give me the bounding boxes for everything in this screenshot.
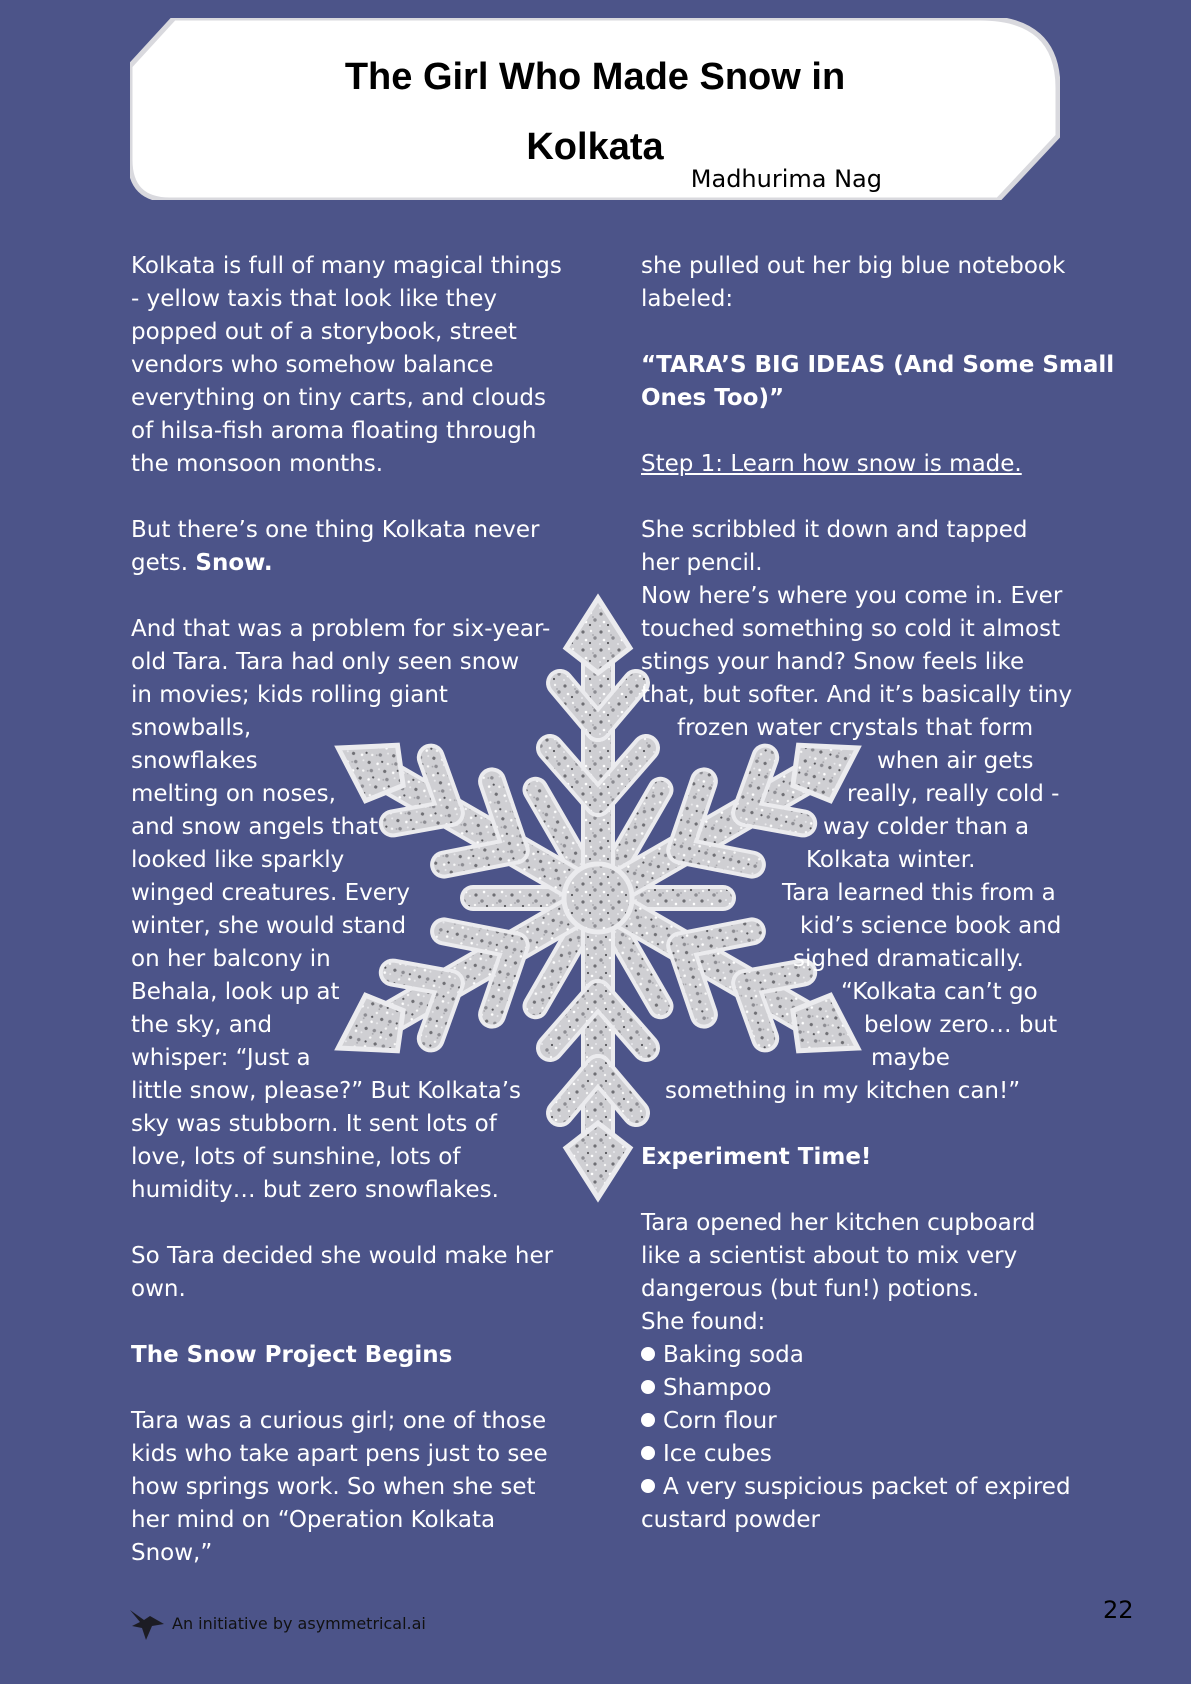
footer: [128, 1606, 426, 1642]
text-line: and snow angels that: [131, 814, 379, 840]
text-line: Tara opened her kitchen cupboard: [641, 1210, 1036, 1236]
text-line: vendors who somehow balance: [131, 352, 494, 378]
text-line: So Tara decided she would make her: [131, 1243, 554, 1269]
list-item: [641, 1405, 1091, 1438]
text-line: popped out of a storybook, street: [131, 319, 517, 345]
science-paragraph: [641, 514, 1091, 1108]
text-line: Snow,”: [131, 1540, 213, 1566]
text-line: something in my kitchen can!”: [665, 1078, 1021, 1104]
step-one: Step 1: Learn how snow is made.: [641, 451, 1022, 477]
left-column: [131, 250, 581, 1570]
list-item-label: A very suspicious packet of expired: [663, 1474, 1071, 1500]
text-line: - yellow taxis that look like they: [131, 286, 498, 312]
title-line-2: Kolkata: [526, 126, 664, 168]
text-line: kid’s science book and: [800, 913, 1062, 939]
text-line: humidity… but zero snowflakes.: [131, 1177, 499, 1203]
text-line: dangerous (but fun!) potions.: [641, 1276, 980, 1302]
text-line: And that was a problem for six-year-: [131, 616, 551, 642]
section-heading: Experiment Time!: [641, 1144, 872, 1170]
text-line: Behala, look up at: [131, 979, 340, 1005]
text-line: really, really cold -: [847, 781, 1060, 807]
right-column: [641, 250, 1115, 1537]
text-line: she pulled out her big blue notebook: [641, 253, 1066, 279]
ingredient-list: [641, 1339, 1091, 1537]
text-line: that, but softer. And it’s basically tiny: [641, 682, 1073, 708]
text-line: whisper: “Just a: [131, 1045, 311, 1071]
list-item: [641, 1339, 1091, 1372]
text-line: Tara was a curious girl; one of those: [131, 1408, 547, 1434]
text-line: labeled:: [641, 286, 734, 312]
title-line-1: The Girl Who Made Snow in: [344, 56, 846, 98]
bullet-icon: [641, 1413, 655, 1427]
text-line: melting on noses,: [131, 781, 336, 807]
text-line: love, lots of sunshine, lots of: [131, 1144, 461, 1170]
text-line: Tara learned this from a: [782, 880, 1056, 906]
bold-text: Snow.: [195, 550, 273, 576]
text-line: looked like sparkly: [131, 847, 345, 873]
text-line: her pencil.: [641, 550, 763, 576]
text-line: “Kolkata can’t go: [841, 979, 1038, 1005]
list-item-label: Shampoo: [663, 1375, 772, 1401]
text-line: Kolkata winter.: [806, 847, 976, 873]
text-line: old Tara. Tara had only seen snow: [131, 649, 520, 675]
text-line: the monsoon months.: [131, 451, 384, 477]
text-line: But there’s one thing Kolkata never: [131, 517, 540, 543]
text-line: stings your hand? Snow feels like: [641, 649, 1025, 675]
text-line: on her balcony in: [131, 946, 331, 972]
list-item: [641, 1372, 1091, 1405]
list-item-label: Corn flour: [663, 1408, 777, 1434]
title-card: [130, 18, 1060, 200]
intro-paragraph: [131, 250, 581, 481]
notebook-paragraph: [641, 250, 1091, 316]
list-item-continuation: custard powder: [641, 1507, 820, 1533]
author-name: Madhurima Nag: [690, 165, 882, 193]
text-line: in movies; kids rolling giant: [131, 682, 448, 708]
text-line: how springs work. So when she set: [131, 1474, 536, 1500]
text-line: sighed dramatically.: [793, 946, 1024, 972]
snow-paragraph: [131, 514, 581, 580]
list-item-label: Ice cubes: [663, 1441, 772, 1467]
text-line: [131, 547, 581, 580]
text-line: sky was stubborn. It sent lots of: [131, 1111, 497, 1137]
text-line: touched something so cold it almost: [641, 616, 1061, 642]
text-line: little snow, please?” But Kolkata’s: [131, 1078, 522, 1104]
text-line: She scribbled it down and tapped: [641, 517, 1028, 543]
text-line: She found:: [641, 1309, 766, 1335]
text-line: way colder than a: [823, 814, 1030, 840]
list-item: [641, 1438, 1091, 1471]
text-line: maybe: [871, 1045, 950, 1071]
bullet-icon: [641, 1446, 655, 1460]
text-line: below zero… but: [864, 1012, 1058, 1038]
text-line: Now here’s where you come in. Ever: [641, 583, 1063, 609]
text-line: kids who take apart pens just to see: [131, 1441, 548, 1467]
text-span: gets.: [131, 550, 196, 576]
list-item: [641, 1471, 1091, 1504]
text-line: the sky, and: [131, 1012, 273, 1038]
bullet-icon: [641, 1479, 655, 1493]
text-line: winged creatures. Every: [131, 880, 410, 906]
text-line: snowflakes: [131, 748, 258, 774]
section-heading: The Snow Project Begins: [131, 1342, 453, 1368]
text-line: when air gets: [877, 748, 1034, 774]
bullet-icon: [641, 1347, 655, 1361]
page-number: 22: [1103, 1596, 1134, 1624]
text-line: like a scientist about to mix very: [641, 1243, 1018, 1269]
list-item-label: Baking soda: [663, 1342, 804, 1368]
bird-logo-icon: [128, 1606, 168, 1642]
text-line: “TARA’S BIG IDEAS (And Some Small: [641, 352, 1115, 378]
text-line: her mind on “Operation Kolkata: [131, 1507, 496, 1533]
bullet-icon: [641, 1380, 655, 1394]
text-line: Kolkata is full of many magical things: [131, 253, 562, 279]
text-line: own.: [131, 1276, 186, 1302]
tara-paragraph: [131, 613, 581, 1207]
curious-paragraph: [131, 1405, 581, 1570]
page-title: [130, 42, 1060, 182]
text-line: frozen water crystals that form: [677, 715, 1034, 741]
text-line: everything on tiny carts, and clouds: [131, 385, 546, 411]
text-line: of hilsa-fish aroma floating through: [131, 418, 537, 444]
cupboard-paragraph: [641, 1207, 1091, 1339]
text-line: snowballs,: [131, 715, 252, 741]
decision-paragraph: [131, 1240, 581, 1306]
text-line: Ones Too)”: [641, 385, 785, 411]
footer-text: An initiative by asymmetrical.ai: [172, 1614, 426, 1633]
text-line: winter, she would stand: [131, 913, 407, 939]
notebook-title: [641, 349, 1115, 415]
